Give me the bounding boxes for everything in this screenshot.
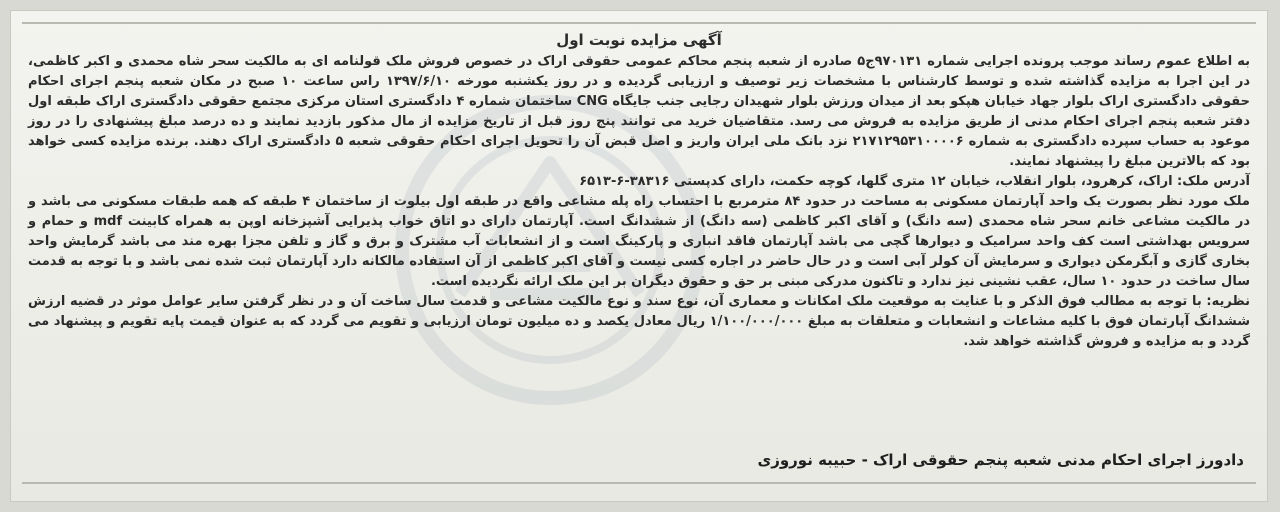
- valuation-opinion: نظریه: با توجه به مطالب فوق الذکر و با عنایت به موقعیت ملک امکانات و معماری آن، نوع سند و نوع مالکیت مشاعی و قدمت سال ساخت آن و در نظر گرفتن سایر عوامل موثر در قضیه ارزش ششدانگ آپارتمان فوق با کلیه مشاعات و انشعابات و متعلقات به مبلغ ۱/۱۰۰/۰۰۰/۰۰۰ ریال معادل یکصد و ده میلیون تومان ارزیابی و تقویم می گردد که به عنوان قیمت پایه تقویم و پیشنهاد می گردد و به مزایده و فروش گذاشته خواهد شد.: [28, 294, 1251, 349]
- announcement-paragraph-1: به اطلاع عموم رساند موجب پرونده اجرایی شماره ۹۷۰۱۳۱ج۵ صادره از شعبه پنجم محاکم عمومی حقوقی اراک در خصوص فروش ملک قولنامه ای به مالکیت سحر شاه محمدی و اکبر کاظمی، در این اجرا به مزایده گذاشته شده و توسط کارشناس با مشخصات زیر توصیف و ارزیابی گردیده و در روز یکشنبه مورخه ۱۳۹۷/۶/۱۰ راس ساعت ۱۰ صبح در مکان شعبه پنجم اجرای احکام حقوقی دادگستری اراک بلوار جهاد خیابان هپکو بعد از میدان ورزش بلوار شهیدان رجایی جنب جایگاه CNG ساختمان شماره ۴ دادگستری استان مرکزی مجتمع حقوقی دادگستری اراک طبقه اول دفتر شعبه پنجم اجرای احکام مدنی از طریق مزایده به فروش می رسد. متقاضیان خرید می توانند پنج روز قبل از تاریخ مزایده از مال مذکور بازدید نمایند و ده درصد مبلغ پیشنهادی را در روز موعود به حساب سپرده دادگستری به شماره ۲۱۷۱۲۹۵۳۱۰۰۰۰۶ نزد بانک ملی ایران واریز و اصل قبض آن را تحویل اجرای احکام حقوقی شعبه ۵ دادگستری اراک دهند. برنده مزایده کسی خواهد بود که بالاترین مبلغ را پیشنهاد نمایند.: [28, 54, 1251, 169]
- announcement-body: [28, 52, 1250, 352]
- property-description: ملک مورد نظر بصورت یک واحد آپارتمان مسکونی به مساحت در حدود ۸۴ مترمربع با احتساب راه پله مشاعی واقع در طبقه اول بیلوت از ساختمان ۴ طبقه که همه طبقات مسکونی می باشد و در مالکیت مشاعی خانم سحر شاه محمدی (سه دانگ) و آقای اکبر کاظمی (سه دانگ) از ششدانگ است. آپارتمان دارای دو اتاق خواب پذیرایی آشپزخانه اوپن به همراه کابینت mdf و حمام و سرویس بهداشتی است کف واحد سرامیک و دیوارها گچی می باشد آپارتمان فاقد انباری و پارکینگ است و از انشعابات آب مشترک و برق و گاز و تلفن مجزا بهره مند می باشد گرمایش واحد بخاری گازی و آبگرمکن دیواری و سرمایش آن کولر آبی است و در حال حاضر در اجاره کسی نیست و آقای اکبر کاظمی از آن استفاده مالکانه دارد آپارتمان ثبت شده نمی باشد و با توجه به قدمت سال ساخت در حدود ۱۰ سال، عقب نشینی نیز ندارد و تاکنون مدرکی مبنی بر حق و حقوق دیگران بر این ملک ارائه نگردیده است.: [28, 194, 1251, 289]
- bottom-border: [22, 482, 1256, 484]
- announcement-content: [28, 30, 1250, 352]
- announcement-title: آگهی مزایده نوبت اول: [556, 31, 722, 49]
- signature-line: دادورز اجرای احکام مدنی شعبه پنجم حقوقی اراک - حبیبه نوروزی: [757, 451, 1244, 469]
- newspaper-clipping: [10, 10, 1268, 502]
- property-address: آدرس ملک: اراک، کرهرود، بلوار انقلاب، خیابان ۱۲ متری گلها، کوچه حکمت، دارای کدپستی ۳۸۳۱۶-۶-۶۵۱۳: [579, 174, 1250, 189]
- top-border: [22, 22, 1256, 24]
